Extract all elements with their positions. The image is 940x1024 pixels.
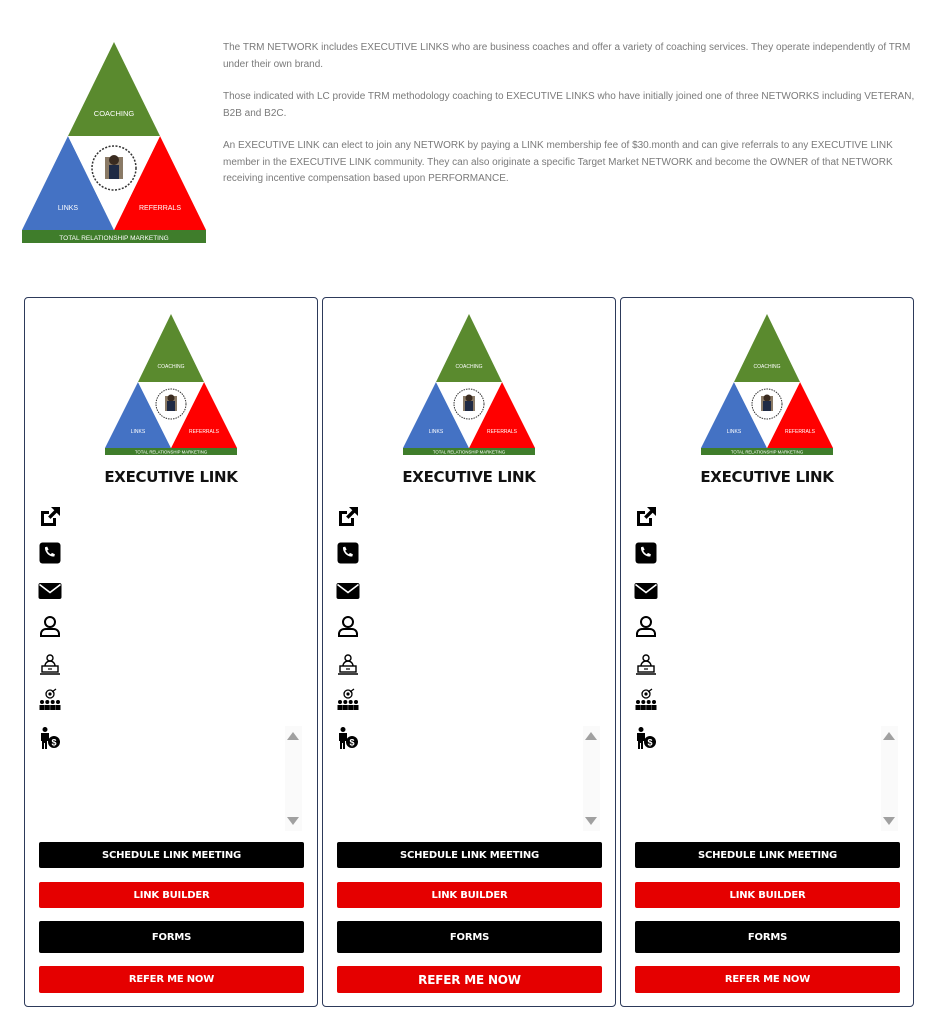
logo-referrals-label: REFERRALS — [138, 205, 182, 212]
phone-icon[interactable] — [38, 541, 62, 565]
target-audience-icon[interactable] — [336, 688, 360, 712]
logo-bar-label: TOTAL RELATIONSHIP MARKETING — [59, 235, 169, 242]
schedule-link-meeting-button[interactable]: SCHEDULE LINK MEETING — [39, 842, 304, 868]
executive-link-card-2 — [322, 297, 616, 1007]
logo-coaching-label: COACHING — [157, 364, 185, 370]
external-link-icon[interactable] — [38, 505, 62, 529]
trm-logo — [20, 40, 208, 245]
scroll-down-arrow[interactable] — [883, 817, 895, 825]
card-trm-logo — [103, 312, 239, 456]
card-title: EXECUTIVE LINK — [700, 468, 834, 486]
user-icon[interactable] — [336, 614, 360, 638]
presenter-icon[interactable] — [634, 653, 658, 677]
intro-text — [223, 40, 918, 204]
user-icon[interactable] — [634, 614, 658, 638]
external-link-icon[interactable] — [634, 505, 658, 529]
logo-referrals-label: REFERRALS — [486, 429, 518, 435]
intro-paragraph-1: The TRM NETWORK includes EXECUTIVE LINKS who are business coaches and offer a variety of coaching services. They operate independently of TRM under their own brand. — [223, 42, 911, 70]
card-title: EXECUTIVE LINK — [402, 468, 536, 486]
card-trm-logo — [401, 312, 537, 456]
logo-links-label: LINKS — [428, 429, 444, 435]
envelope-icon[interactable] — [38, 579, 62, 603]
refer-me-now-button[interactable]: REFER ME NOW — [635, 966, 900, 993]
schedule-link-meeting-button[interactable]: SCHEDULE LINK MEETING — [337, 842, 602, 868]
scroll-up-arrow[interactable] — [287, 732, 299, 740]
forms-button[interactable]: FORMS — [337, 921, 602, 953]
target-audience-icon[interactable] — [634, 688, 658, 712]
logo-coaching-label: COACHING — [753, 364, 781, 370]
executive-link-card-1 — [24, 297, 318, 1007]
logo-bar-label: TOTAL RELATIONSHIP MARKETING — [134, 449, 208, 455]
scroll-up-arrow[interactable] — [585, 732, 597, 740]
refer-me-now-button[interactable]: REFER ME NOW — [337, 966, 602, 993]
svg-text:$: $ — [647, 737, 653, 748]
scroll-down-arrow[interactable] — [287, 817, 299, 825]
link-builder-button[interactable]: LINK BUILDER — [635, 882, 900, 908]
schedule-link-meeting-button[interactable]: SCHEDULE LINK MEETING — [635, 842, 900, 868]
businessman-money-icon[interactable] — [336, 726, 360, 750]
presenter-icon[interactable] — [38, 653, 62, 677]
logo-referrals-label: REFERRALS — [784, 429, 816, 435]
envelope-icon[interactable] — [336, 579, 360, 603]
scroll-down-arrow[interactable] — [585, 817, 597, 825]
intro-paragraph-3: An EXECUTIVE LINK can elect to join any NETWORK by paying a LINK membership fee of $30.month and can give referrals to any EXECUTIVE LINK member in the EXECUTIVE LINK community. They can also originate a specific Target Market NETWORK and become the OWNER of that NETWORK receiving incentive compensation based upon PERFORMANCE. — [223, 140, 893, 184]
refer-me-now-button[interactable]: REFER ME NOW — [39, 966, 304, 993]
intro-paragraph-2: Those indicated with LC provide TRM methodology coaching to EXECUTIVE LINKS who have initially joined one of three NETWORKS including VETERAN, B2B and B2C. — [223, 91, 915, 119]
phone-icon[interactable] — [634, 541, 658, 565]
scrollbar[interactable] — [881, 726, 898, 831]
forms-button[interactable]: FORMS — [39, 921, 304, 953]
card-title: EXECUTIVE LINK — [104, 468, 238, 486]
businessman-money-icon[interactable] — [634, 726, 658, 750]
logo-bar-label: TOTAL RELATIONSHIP MARKETING — [432, 449, 506, 455]
forms-button[interactable]: FORMS — [635, 921, 900, 953]
link-builder-button[interactable]: LINK BUILDER — [39, 882, 304, 908]
svg-text:$: $ — [51, 737, 57, 748]
presenter-icon[interactable] — [336, 653, 360, 677]
executive-link-card-3 — [620, 297, 914, 1007]
card-trm-logo — [699, 312, 835, 456]
logo-links-label: LINKS — [57, 205, 79, 212]
logo-bar-label: TOTAL RELATIONSHIP MARKETING — [730, 449, 804, 455]
logo-links-label: LINKS — [726, 429, 742, 435]
target-audience-icon[interactable] — [38, 688, 62, 712]
external-link-icon[interactable] — [336, 505, 360, 529]
link-builder-button[interactable]: LINK BUILDER — [337, 882, 602, 908]
svg-text:$: $ — [349, 737, 355, 748]
logo-coaching-label: COACHING — [455, 364, 483, 370]
scroll-up-arrow[interactable] — [883, 732, 895, 740]
scrollbar[interactable] — [285, 726, 302, 831]
phone-icon[interactable] — [336, 541, 360, 565]
envelope-icon[interactable] — [634, 579, 658, 603]
user-icon[interactable] — [38, 614, 62, 638]
logo-referrals-label: REFERRALS — [188, 429, 220, 435]
scrollbar[interactable] — [583, 726, 600, 831]
businessman-money-icon[interactable] — [38, 726, 62, 750]
logo-coaching-label: COACHING — [93, 109, 135, 118]
logo-links-label: LINKS — [130, 429, 146, 435]
